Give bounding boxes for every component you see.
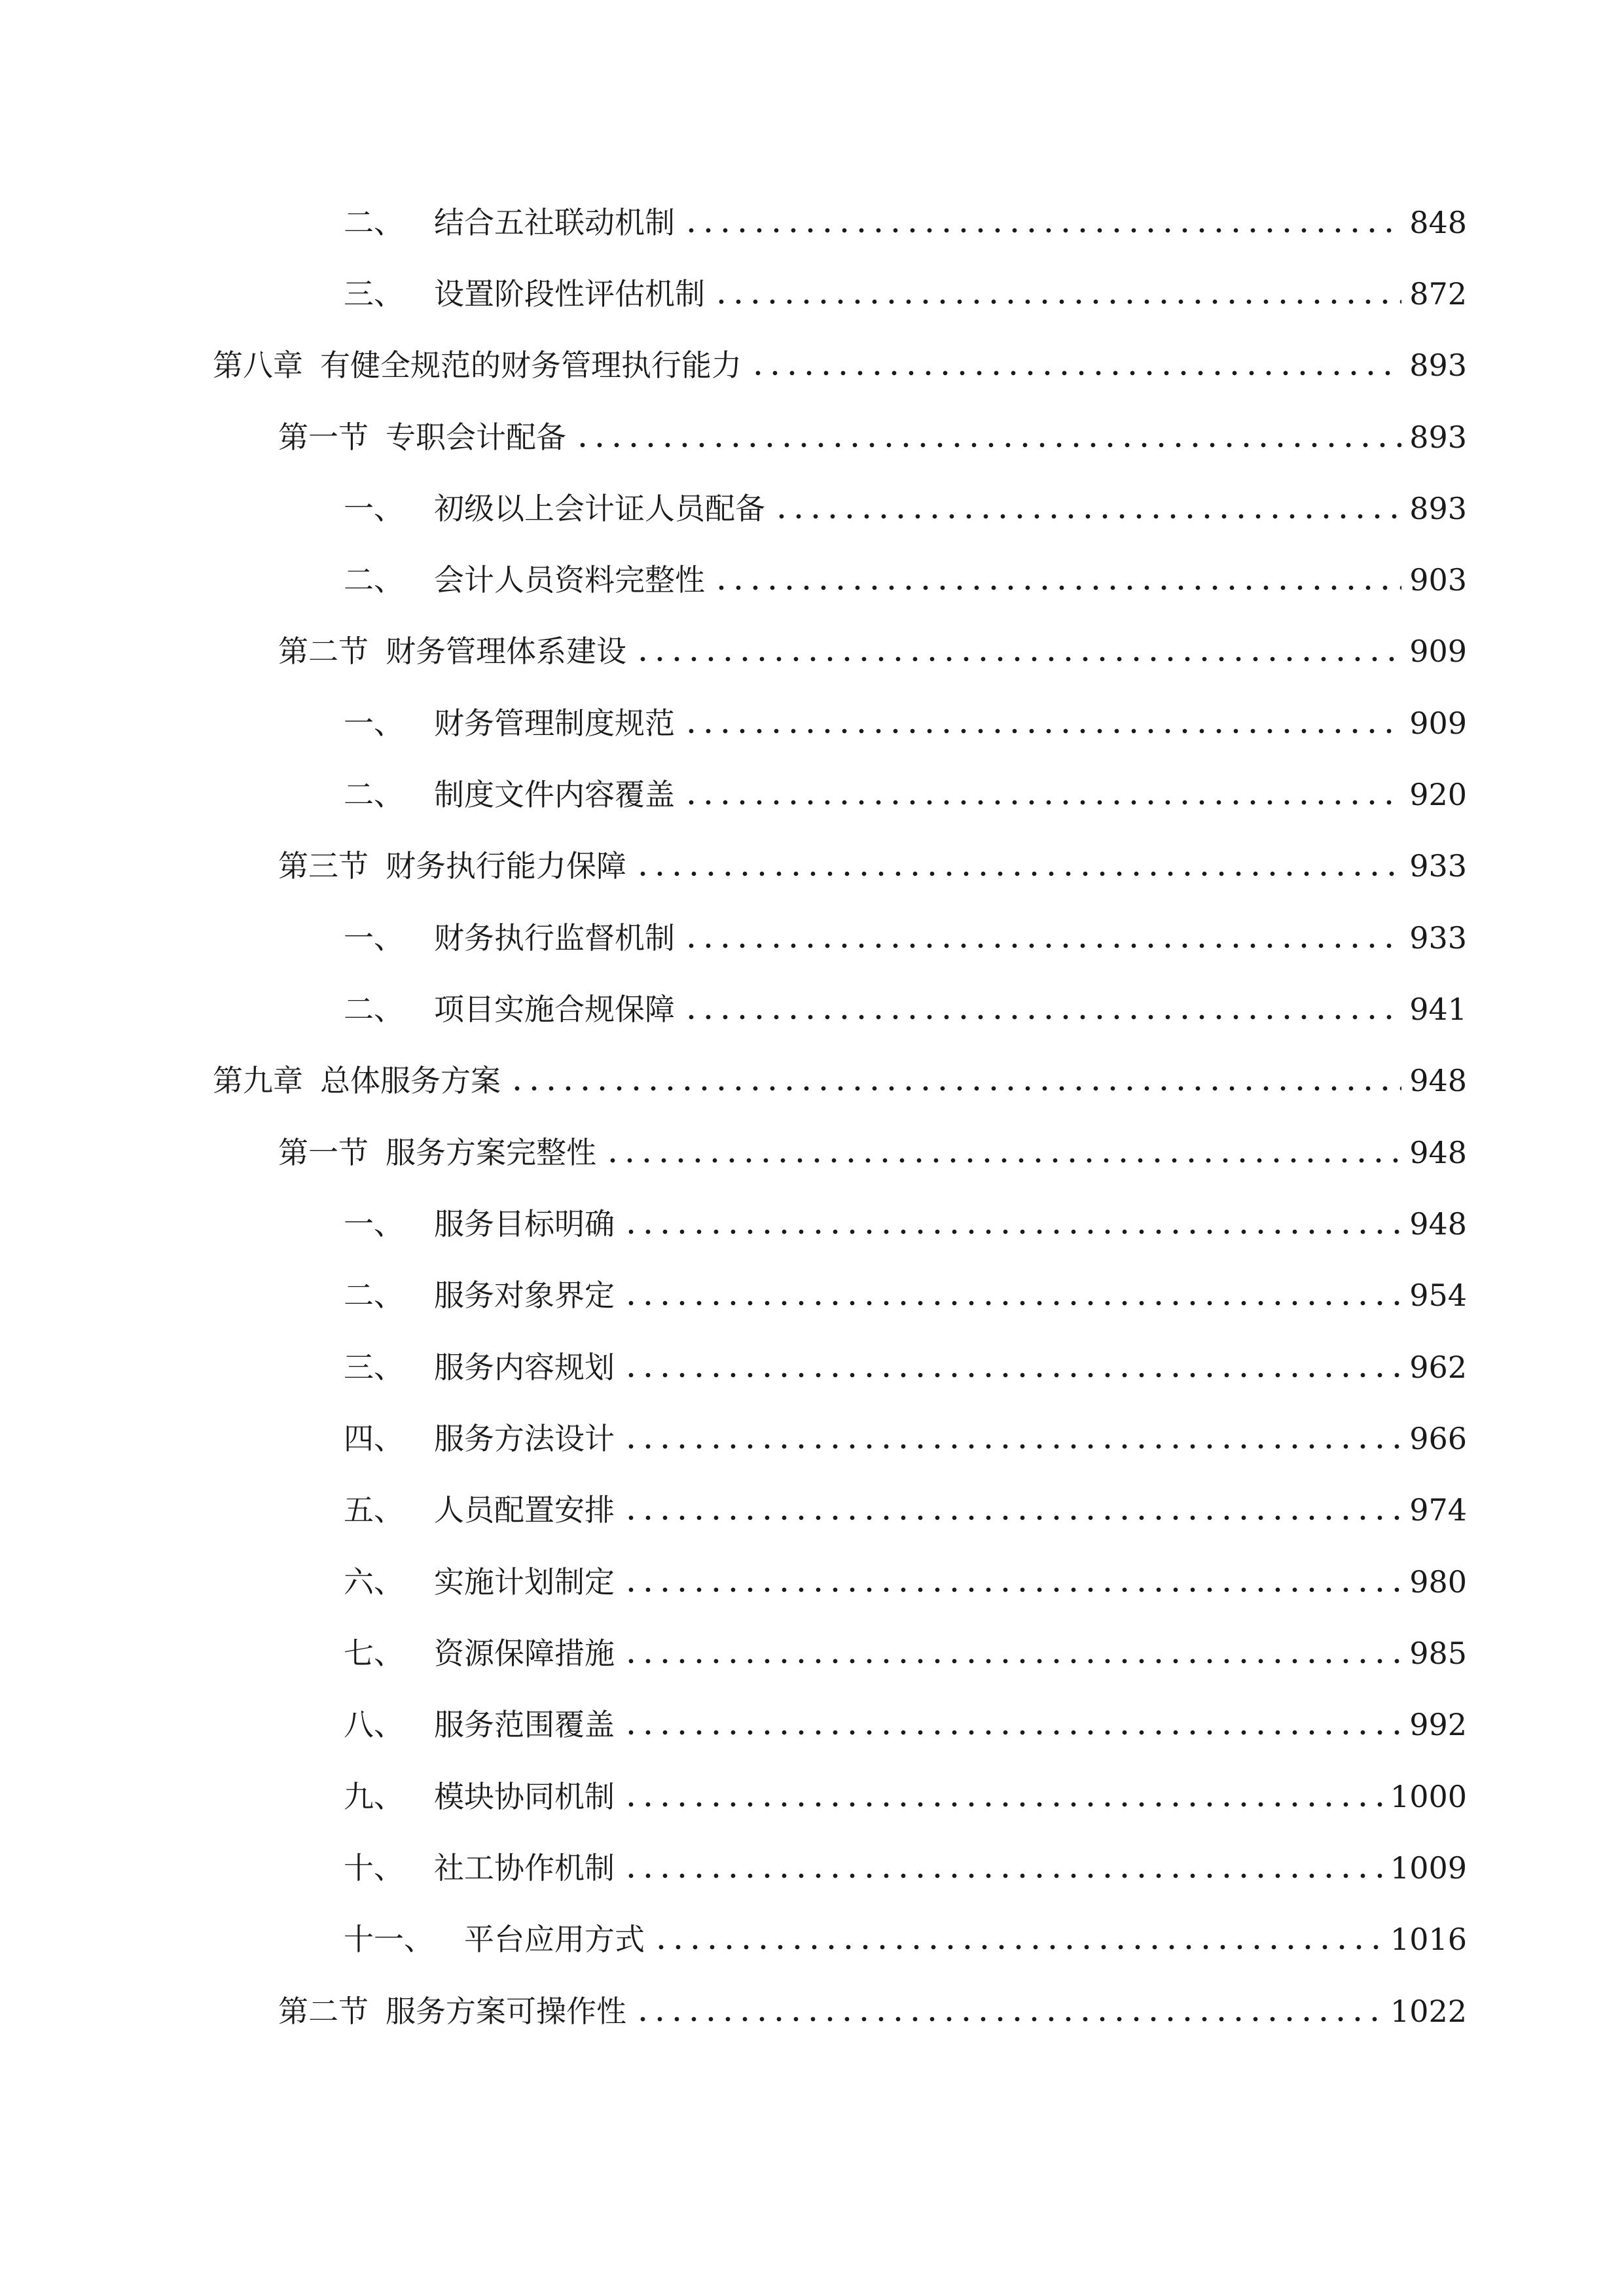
toc-entry[interactable] <box>344 1198 1467 1244</box>
toc-entry-title: 财务管理制度规范 <box>434 706 675 741</box>
toc-entry-number: 二、 <box>344 1278 404 1313</box>
toc-entry-number: 二、 <box>344 562 404 598</box>
toc-entry[interactable] <box>344 1341 1467 1387</box>
dot-leader <box>623 1444 1401 1449</box>
toc-entry[interactable] <box>344 768 1467 814</box>
toc-entry-number: 一、 <box>344 920 404 956</box>
toc-entry[interactable] <box>344 1698 1467 1744</box>
toc-entry[interactable] <box>344 1913 1467 1959</box>
toc-entry-number: 七、 <box>344 1636 404 1671</box>
toc-entry-page: 962 <box>1409 1350 1467 1385</box>
toc-entry-title: 初级以上会计证人员配备 <box>434 491 765 526</box>
dot-leader <box>604 1158 1401 1163</box>
toc-entry-title: 有健全规范的财务管理执行能力 <box>320 348 742 383</box>
toc-entry-page: 954 <box>1409 1278 1467 1313</box>
toc-entry-title: 服务目标明确 <box>434 1206 615 1242</box>
toc-entry-title: 平台应用方式 <box>464 1922 645 1957</box>
dot-leader <box>623 1730 1401 1735</box>
toc-entry-number: 九、 <box>344 1779 404 1814</box>
toc-entry[interactable] <box>213 1054 1467 1100</box>
dot-leader <box>574 442 1401 448</box>
toc-entry-title: 项目实施合规保障 <box>434 992 675 1027</box>
toc-entry-title: 服务方案可操作性 <box>386 1994 626 2029</box>
toc-entry-page: 903 <box>1409 562 1467 598</box>
toc-entry-page: 909 <box>1409 634 1467 669</box>
toc-entry-title: 设置阶段性评估机制 <box>434 276 705 312</box>
toc-entry-number: 六、 <box>344 1564 404 1600</box>
dot-leader <box>683 943 1401 948</box>
toc-entry[interactable] <box>278 1985 1467 2031</box>
toc-entry-number: 五、 <box>344 1492 404 1528</box>
toc-entry-number: 二、 <box>344 205 404 240</box>
toc-entry-page: 920 <box>1409 777 1467 812</box>
toc-entry-number: 三、 <box>344 276 404 312</box>
dot-leader <box>623 1873 1382 1878</box>
toc-entry-title: 会计人员资料完整性 <box>434 562 705 598</box>
dot-leader <box>634 871 1401 876</box>
toc-entry[interactable] <box>344 268 1467 314</box>
toc-entry-page: 948 <box>1409 1135 1467 1170</box>
toc-entry[interactable] <box>344 1627 1467 1673</box>
toc-entry-page: 992 <box>1409 1707 1467 1742</box>
toc-entry-page: 933 <box>1409 848 1467 884</box>
toc-entry-title: 模块协同机制 <box>434 1779 615 1814</box>
toc-entry-title: 结合五社联动机制 <box>434 205 675 240</box>
dot-leader <box>634 656 1401 662</box>
toc-entry-title: 财务执行能力保障 <box>386 848 626 884</box>
toc-entry-page: 909 <box>1409 706 1467 741</box>
dot-leader <box>683 800 1401 805</box>
toc-entry-page: 1009 <box>1390 1850 1467 1886</box>
dot-leader <box>623 1515 1401 1520</box>
toc-entry-page: 1000 <box>1390 1779 1467 1814</box>
dot-leader <box>623 1372 1401 1378</box>
toc-entry-number: 十、 <box>344 1850 404 1886</box>
toc-entry[interactable] <box>344 196 1467 242</box>
dot-leader <box>634 2017 1382 2022</box>
dot-leader <box>623 1802 1382 1807</box>
dot-leader <box>683 728 1401 734</box>
toc-entry-number: 二、 <box>344 992 404 1027</box>
toc-entry[interactable] <box>278 411 1467 457</box>
toc-entry-number: 第二节 <box>278 634 369 669</box>
dot-leader <box>623 1659 1401 1664</box>
dot-leader <box>623 1300 1401 1306</box>
toc-entry-title: 服务方法设计 <box>434 1421 615 1456</box>
toc-entry[interactable] <box>278 840 1467 886</box>
toc-entry-number: 一、 <box>344 706 404 741</box>
toc-entry[interactable] <box>344 697 1467 743</box>
toc-entry-title: 财务执行监督机制 <box>434 920 675 956</box>
toc-entry-number: 第三节 <box>278 848 369 884</box>
toc-entry-number: 第一节 <box>278 1135 369 1170</box>
toc-entry[interactable] <box>344 1770 1467 1816</box>
toc-entry[interactable] <box>344 1842 1467 1888</box>
dot-leader <box>749 370 1401 376</box>
dot-leader <box>683 228 1401 233</box>
toc-entry-title: 服务方案完整性 <box>386 1135 596 1170</box>
dot-leader <box>623 1229 1401 1234</box>
toc-entry-title: 服务范围覆盖 <box>434 1707 615 1742</box>
toc-entry-number: 二、 <box>344 777 404 812</box>
dot-leader <box>713 585 1401 590</box>
toc-entry-page: 941 <box>1409 992 1467 1027</box>
toc-entry-number: 一、 <box>344 491 404 526</box>
toc-entry-title: 服务对象界定 <box>434 1278 615 1313</box>
toc-entry[interactable] <box>344 554 1467 600</box>
dot-leader <box>653 1945 1382 1950</box>
toc-entry-title: 专职会计配备 <box>386 420 566 455</box>
toc-entry[interactable] <box>344 1484 1467 1530</box>
toc-entry-page: 848 <box>1409 205 1467 240</box>
toc-entry-number: 八、 <box>344 1707 404 1742</box>
toc-entry[interactable] <box>278 625 1467 671</box>
dot-leader <box>623 1587 1401 1592</box>
toc-entry[interactable] <box>278 1126 1467 1172</box>
toc-entry-page: 948 <box>1409 1063 1467 1098</box>
toc-entry[interactable] <box>344 1556 1467 1602</box>
dot-leader <box>683 1014 1401 1020</box>
toc-entry-page: 980 <box>1409 1564 1467 1600</box>
toc-entry-page: 1022 <box>1390 1994 1467 2029</box>
toc-entry-title: 服务内容规划 <box>434 1350 615 1385</box>
toc-entry-number: 一、 <box>344 1206 404 1242</box>
toc-entry-page: 1016 <box>1390 1922 1467 1957</box>
toc-entry-number: 第二节 <box>278 1994 369 2029</box>
toc-entry-number: 第一节 <box>278 420 369 455</box>
toc-entry[interactable] <box>344 1412 1467 1458</box>
toc-entry-page: 893 <box>1409 491 1467 526</box>
dot-leader <box>773 514 1401 519</box>
toc-entry[interactable] <box>344 983 1467 1029</box>
toc-entry-title: 总体服务方案 <box>320 1063 501 1098</box>
toc-entry-number: 第九章 <box>213 1063 303 1098</box>
toc-entry[interactable] <box>344 1269 1467 1315</box>
toc-entry-title: 社工协作机制 <box>434 1850 615 1886</box>
toc-entry-title: 制度文件内容覆盖 <box>434 777 675 812</box>
toc-entry[interactable] <box>344 912 1467 958</box>
dot-leader <box>509 1086 1401 1091</box>
toc-entry-number: 十一、 <box>344 1922 434 1957</box>
toc-entry-title: 财务管理体系建设 <box>386 634 626 669</box>
toc-entry-page: 985 <box>1409 1636 1467 1671</box>
toc-entry-page: 933 <box>1409 920 1467 956</box>
toc-entry-title: 资源保障措施 <box>434 1636 615 1671</box>
toc-entry[interactable] <box>213 339 1467 385</box>
toc-entry-number: 四、 <box>344 1421 404 1456</box>
toc-entry-page: 872 <box>1409 276 1467 312</box>
toc-entry-page: 966 <box>1409 1421 1467 1456</box>
dot-leader <box>713 299 1401 304</box>
toc-entry-number: 三、 <box>344 1350 404 1385</box>
toc-entry-page: 893 <box>1409 348 1467 383</box>
toc-entry-title: 实施计划制定 <box>434 1564 615 1600</box>
toc-entry-page: 948 <box>1409 1206 1467 1242</box>
toc-entry-page: 893 <box>1409 420 1467 455</box>
toc-entry-number: 第八章 <box>213 348 303 383</box>
toc-entry-page: 974 <box>1409 1492 1467 1528</box>
toc-entry[interactable] <box>344 482 1467 528</box>
toc-entry-title: 人员配置安排 <box>434 1492 615 1528</box>
